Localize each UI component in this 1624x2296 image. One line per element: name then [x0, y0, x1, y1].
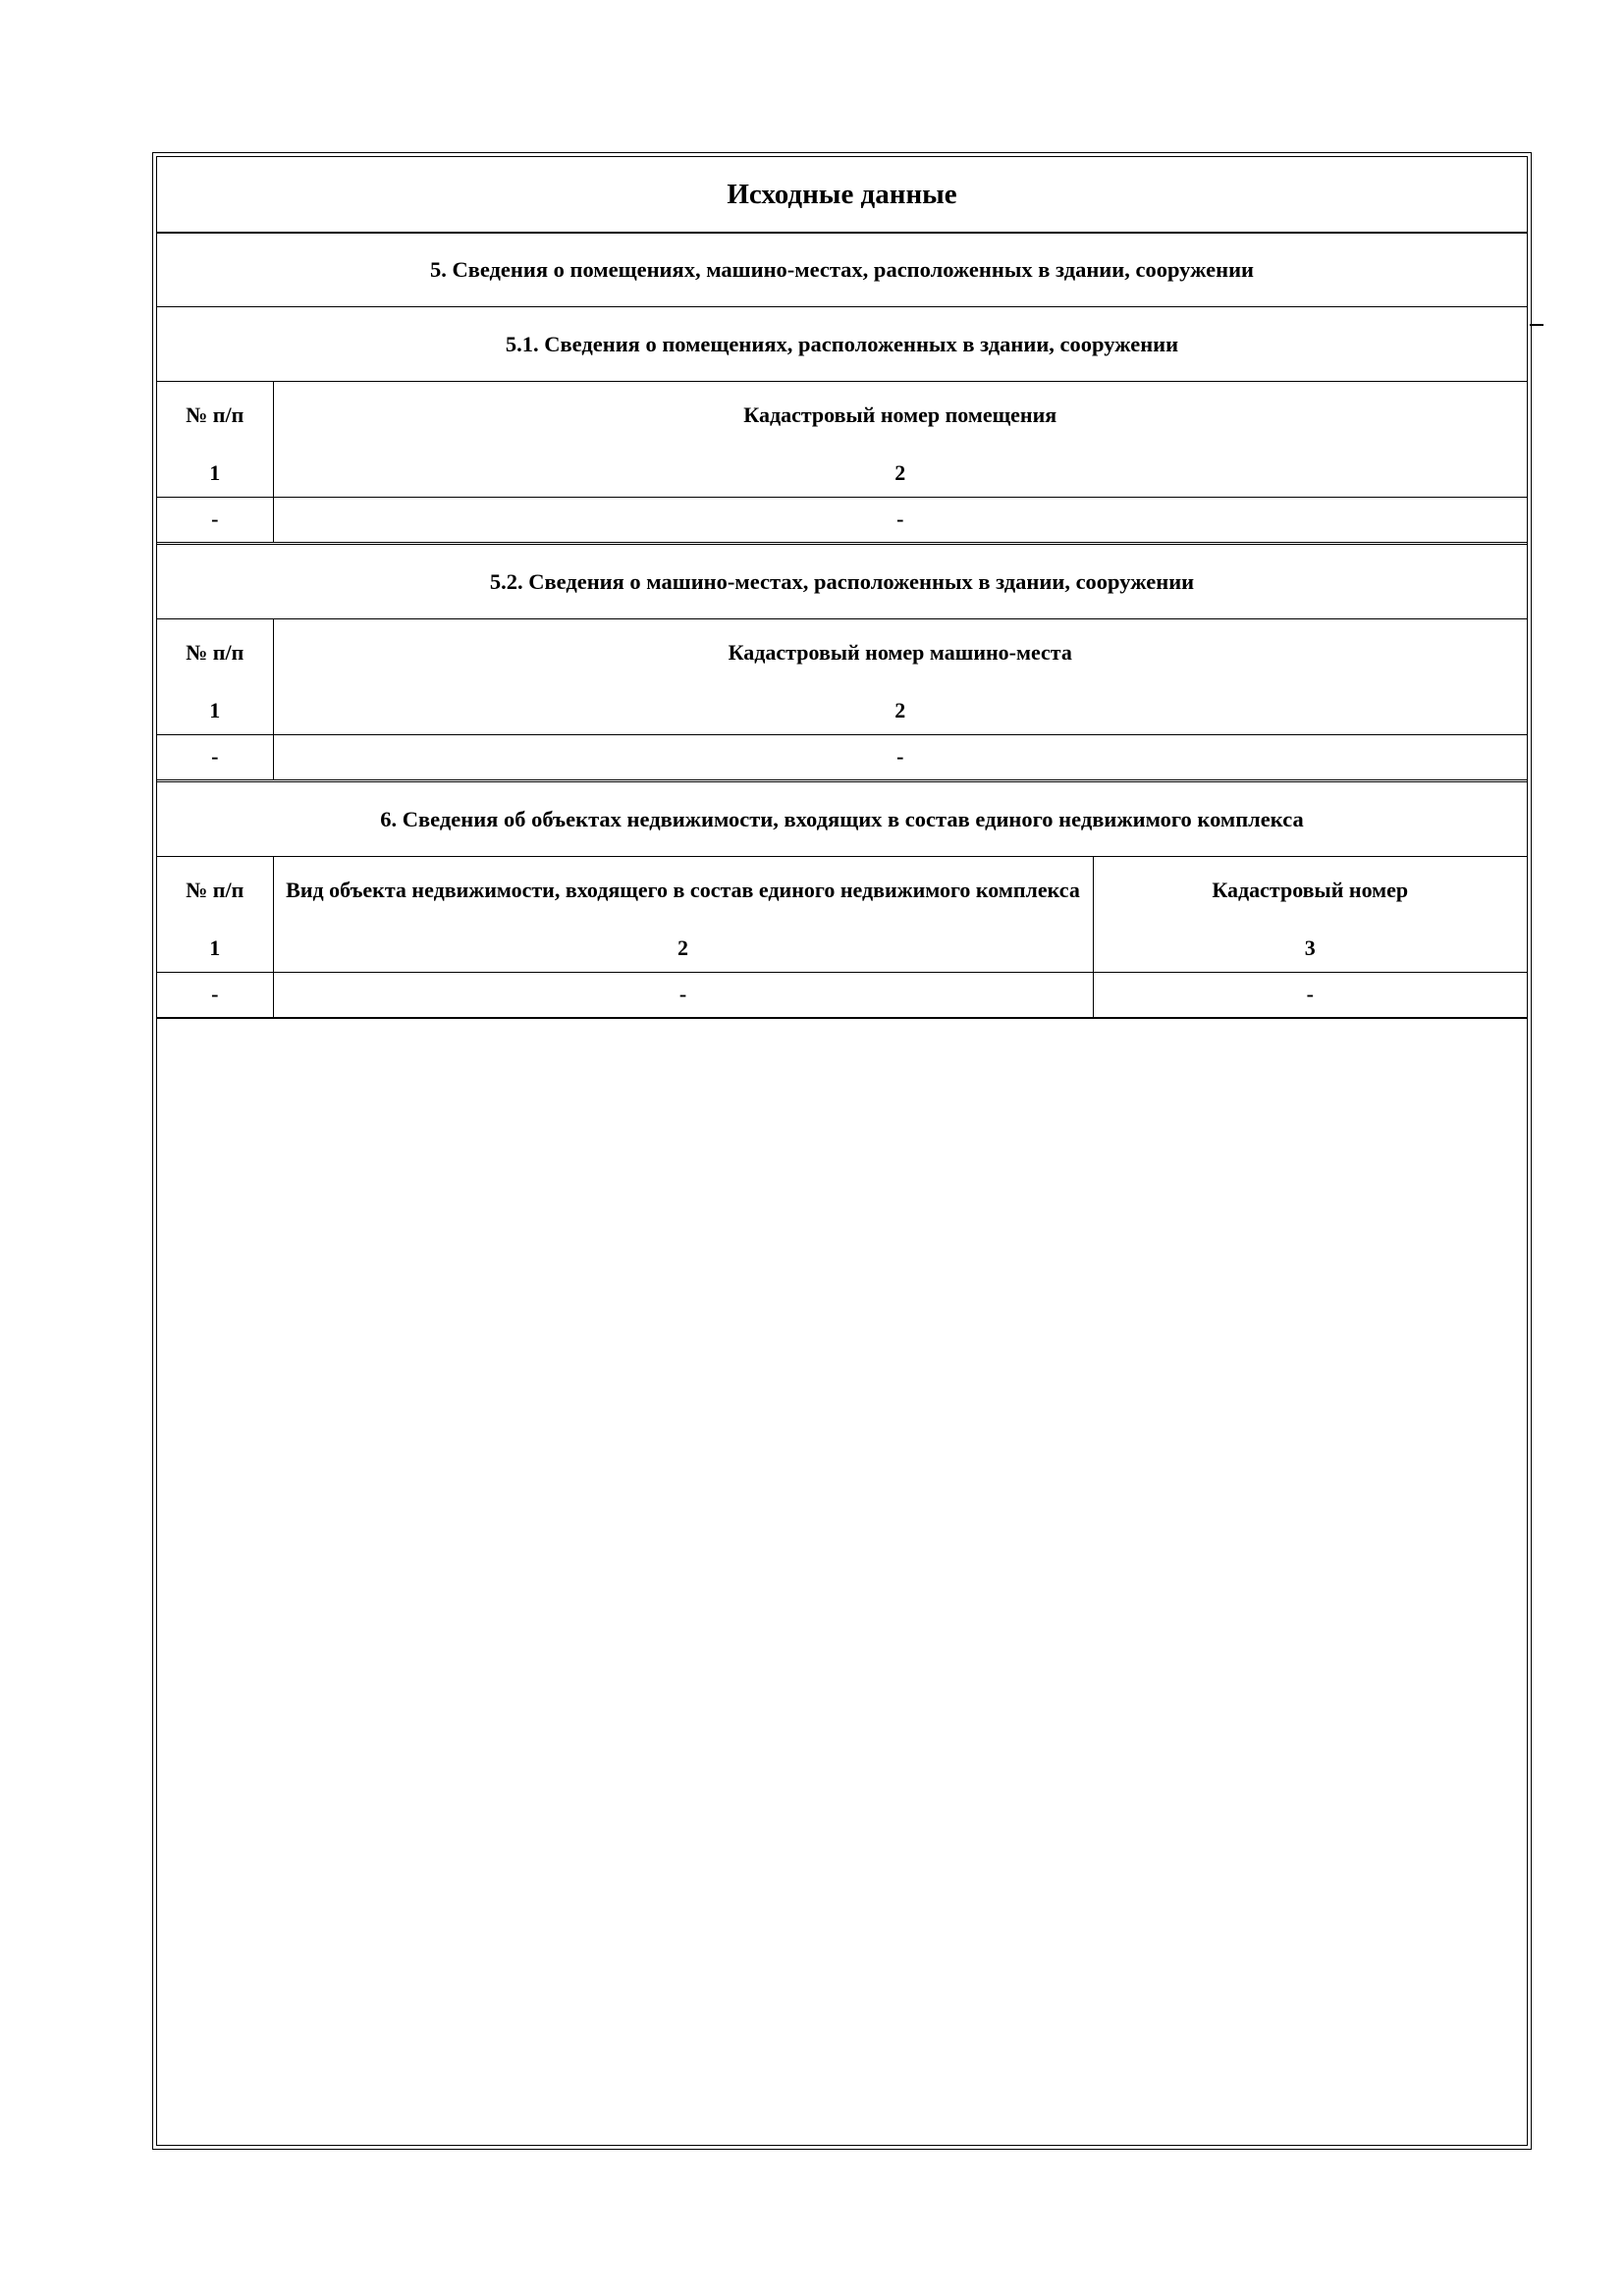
- column-number-1: 1: [157, 687, 273, 734]
- column-header-cadastral-number: Кадастровый номер помещения: [273, 382, 1527, 450]
- table-column-number-row: [157, 450, 1527, 497]
- cell-cadastral-number: -: [1093, 972, 1527, 1017]
- section-6-table: [157, 857, 1527, 1017]
- table-header-row: [157, 382, 1527, 450]
- column-number-1: 1: [157, 925, 273, 972]
- cell-index: -: [157, 972, 273, 1017]
- section-5-1-table-wrapper: [157, 382, 1527, 545]
- cell-cadastral-number: -: [273, 497, 1527, 542]
- table-header-row: [157, 857, 1527, 925]
- column-number-2: 2: [273, 687, 1527, 734]
- section-5-1-heading: 5.1. Сведения о помещениях, расположенных в здании, сооружении: [157, 307, 1527, 382]
- cell-parking-cadastral-number: -: [273, 734, 1527, 779]
- column-header-index: № п/п: [157, 382, 273, 450]
- column-number-2: 2: [273, 450, 1527, 497]
- table-row: [157, 497, 1527, 542]
- column-header-object-type: Вид объекта недвижимости, входящего в состав единого недвижимого комплекса: [273, 857, 1093, 925]
- section-5-2-table: [157, 619, 1527, 779]
- column-number-2: 2: [273, 925, 1093, 972]
- table-row: [157, 734, 1527, 779]
- section-6-table-wrapper: [157, 857, 1527, 1018]
- column-number-3: 3: [1093, 925, 1527, 972]
- table-header-row: [157, 619, 1527, 687]
- column-header-index: № п/п: [157, 619, 273, 687]
- column-header-cadastral-number: Кадастровый номер: [1093, 857, 1527, 925]
- section-5-1-table: [157, 382, 1527, 542]
- empty-content-area: [157, 1018, 1527, 2145]
- right-margin-rule-stub: [1530, 324, 1543, 326]
- section-6-heading: 6. Сведения об объектах недвижимости, входящих в состав единого недвижимого комплекса: [157, 782, 1527, 857]
- table-column-number-row: [157, 925, 1527, 972]
- section-5-heading: 5. Сведения о помещениях, машино-местах, расположенных в здании, сооружении: [157, 233, 1527, 307]
- document-frame: [152, 152, 1532, 2150]
- cell-index: -: [157, 734, 273, 779]
- cell-object-type: -: [273, 972, 1093, 1017]
- column-number-1: 1: [157, 450, 273, 497]
- column-header-parking-cadastral-number: Кадастровый номер машино-места: [273, 619, 1527, 687]
- document-inner-frame: [156, 156, 1528, 2146]
- cell-index: -: [157, 497, 273, 542]
- document-title: Исходные данные: [157, 157, 1527, 233]
- table-column-number-row: [157, 687, 1527, 734]
- section-5-2-heading: 5.2. Сведения о машино-местах, расположенных в здании, сооружении: [157, 545, 1527, 619]
- section-5-2-table-wrapper: [157, 619, 1527, 782]
- column-header-index: № п/п: [157, 857, 273, 925]
- table-row: [157, 972, 1527, 1017]
